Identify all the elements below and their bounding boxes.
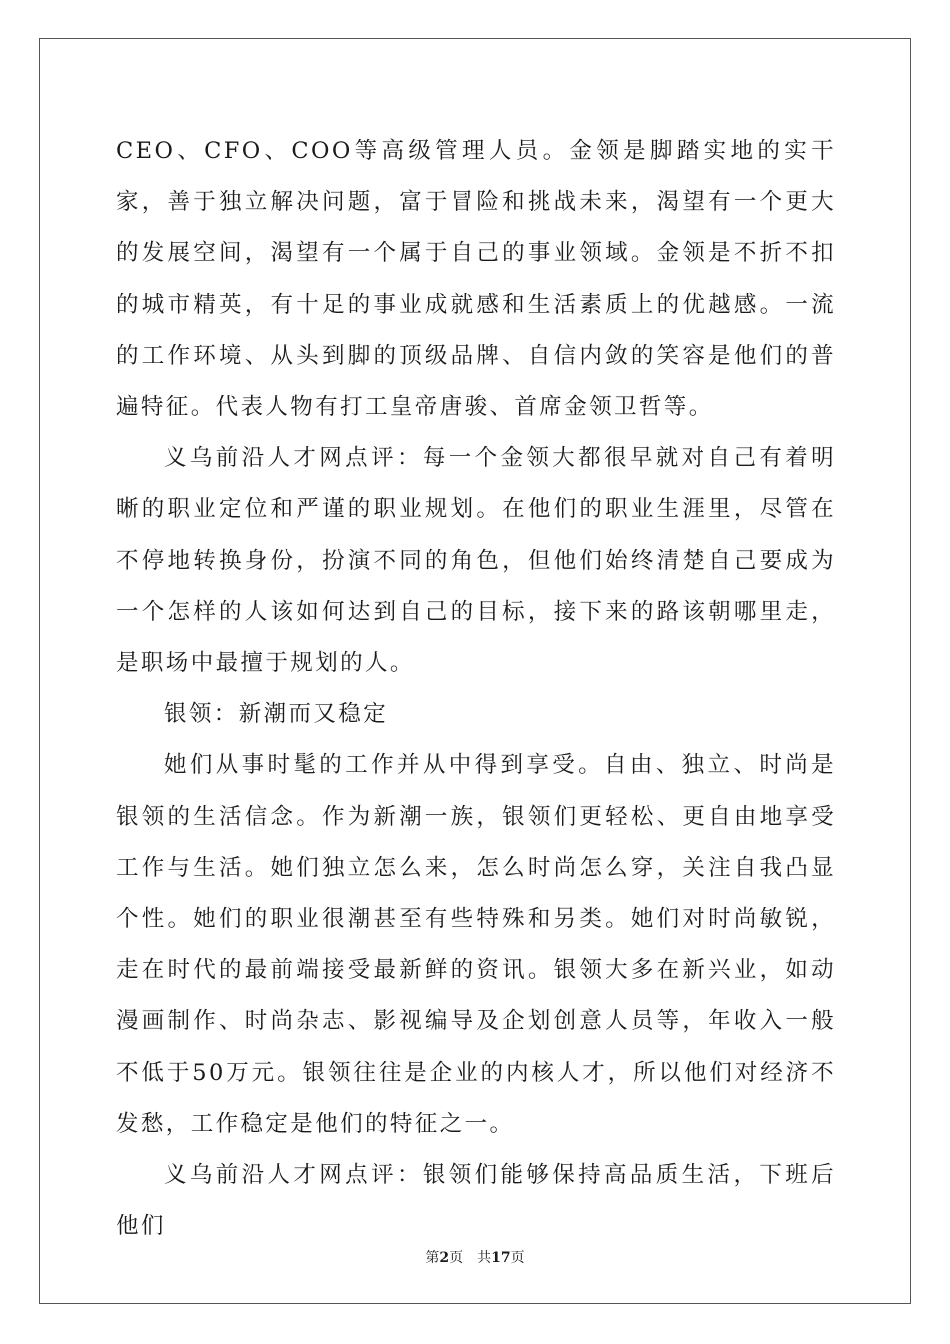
page-number: 2 — [439, 1250, 450, 1266]
total-suffix: 页 — [510, 1250, 525, 1266]
document-body — [116, 126, 836, 1252]
paragraph-2: 义乌前沿人才网点评：每一个金领大都很早就对自己有着明晰的职业定位和严谨的职业规划。在他们的职业生涯里，尽管在不停地转换身份，扮演不同的角色，但他们始终清楚自己要成为一个怎样的人该如何达到自己的目标，接下来的路该朝哪里走，是职场中最擅于规划的人。 — [116, 445, 836, 677]
paragraph-1: CEO、CFO、COO等高级管理人员。金领是脚踏实地的实干家，善于独立解决问题，富于冒险和挑战未来，渴望有一个更大的发展空间，渴望有一个属于自己的事业领域。金领是不折不扣的城市精英，有十足的事业成就感和生活素质上的优越感。一流的工作环境、从头到脚的顶级品牌、自信内敛的笑容是他们的普遍特征。代表人物有打工皇帝唐骏、首席金领卫哲等。 — [116, 138, 836, 421]
page-prefix: 第 — [425, 1250, 440, 1266]
paragraph-5: 义乌前沿人才网点评：银领们能够保持高品质生活，下班后他们 — [116, 1162, 836, 1240]
page-footer — [0, 1247, 950, 1267]
page-suffix: 页 — [449, 1250, 464, 1266]
total-prefix: 共 — [477, 1250, 492, 1266]
section-heading-silver-collar: 银领：新潮而又稳定 — [164, 701, 389, 728]
total-pages: 17 — [491, 1250, 511, 1266]
paragraph-4: 她们从事时髦的工作并从中得到享受。自由、独立、时尚是银领的生活信念。作为新潮一族，银领们更轻松、更自由地享受工作与生活。她们独立怎么来，怎么时尚怎么穿，关注自我凸显个性。她们的职业很潮甚至有些特殊和另类。她们对时尚敏锐，走在时代的最前端接受最新鲜的资讯。银领大多在新兴业，如动漫画制作、时尚杂志、影视编导及企划创意人员等，年收入一般不低于50万元。银领往往是企业的内核人才，所以他们对经济不发愁，工作稳定是他们的特征之一。 — [116, 752, 836, 1137]
